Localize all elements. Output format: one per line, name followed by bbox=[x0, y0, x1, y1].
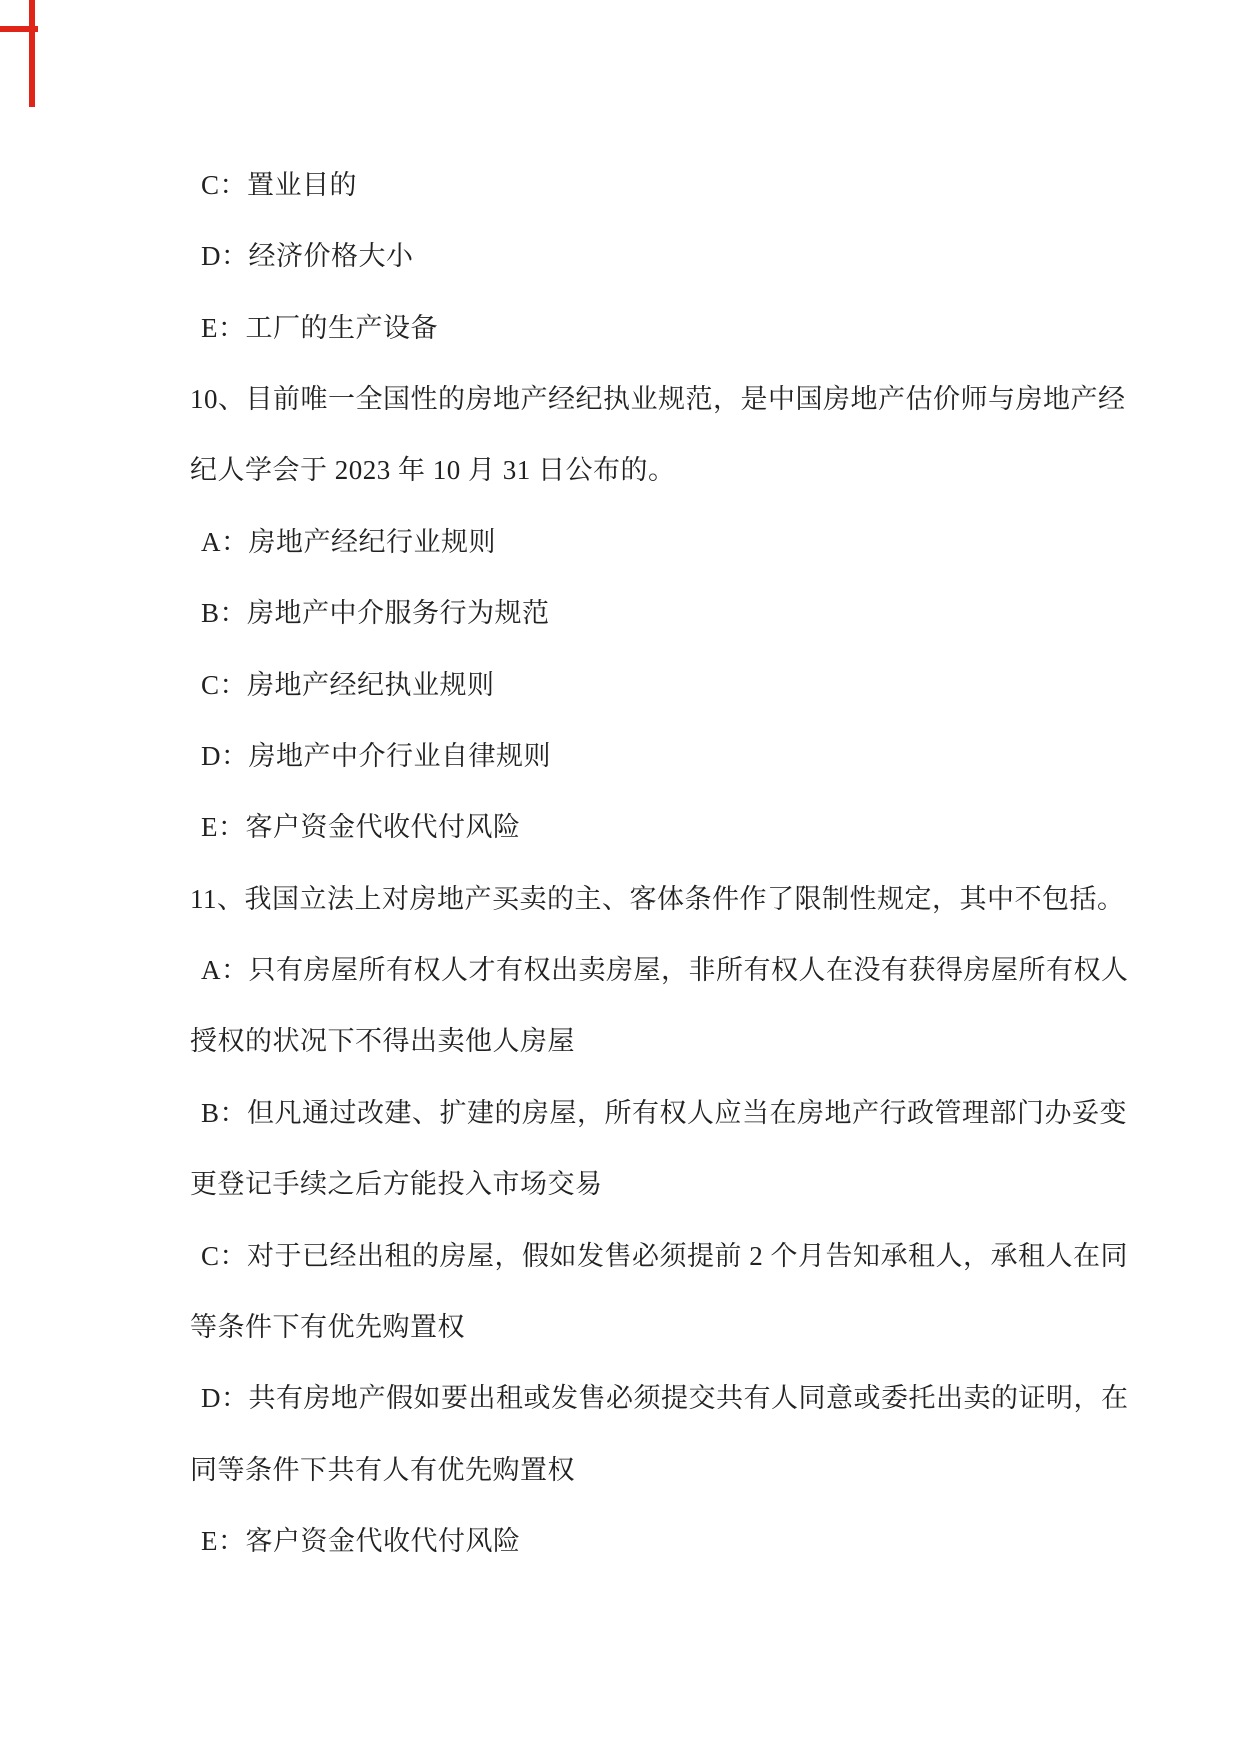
text-line: C：房地产经纪执业规则 bbox=[201, 669, 495, 700]
text-line: B：但凡通过改建、扩建的房屋，所有权人应当在房地产行政管理部门办妥变 bbox=[201, 1097, 1128, 1128]
text-line: A：房地产经纪行业规则 bbox=[201, 526, 496, 557]
text-line: C：对于已经出租的房屋，假如发售必须提前 2 个月告知承租人，承租人在同 bbox=[201, 1240, 1129, 1271]
text-line: 等条件下有优先购置权 bbox=[190, 1311, 465, 1342]
text-line: C：置业目的 bbox=[201, 170, 358, 200]
text-line: D：房地产中介行业自律规则 bbox=[201, 740, 551, 771]
text-line: E：工厂的生产设备 bbox=[201, 312, 438, 343]
text-line: 10、目前唯一全国性的房地产经纪执业规范，是中国房地产估价师与房地产经 bbox=[190, 384, 1126, 415]
text-line: D：共有房地产假如要出租或发售必须提交共有人同意或委托出卖的证明，在 bbox=[201, 1383, 1129, 1414]
text-line: 纪人学会于 2023 年 10 月 31 日公布的。 bbox=[190, 455, 676, 486]
text-line: 11、我国立法上对房地产买卖的主、客体条件作了限制性规定，其中不包括。 bbox=[190, 883, 1125, 914]
text-line: E：客户资金代收代付风险 bbox=[201, 812, 521, 843]
text-line: B：房地产中介服务行为规范 bbox=[201, 598, 550, 629]
text-line: 同等条件下共有人有优先购置权 bbox=[190, 1454, 575, 1485]
text-line: A：只有房屋所有权人才有权出卖房屋，非所有权人在没有获得房屋所有权人 bbox=[201, 955, 1129, 986]
text-line: D：经济价格大小 bbox=[201, 241, 414, 272]
text-line: E：客户资金代收代付风险 bbox=[201, 1526, 521, 1557]
corner-crop-mark-horizontal bbox=[0, 26, 38, 32]
text-line: 更登记手续之后方能投入市场交易 bbox=[190, 1169, 603, 1200]
text-line: 授权的状况下不得出卖他人房屋 bbox=[190, 1026, 575, 1057]
corner-crop-mark-vertical bbox=[29, 0, 35, 107]
